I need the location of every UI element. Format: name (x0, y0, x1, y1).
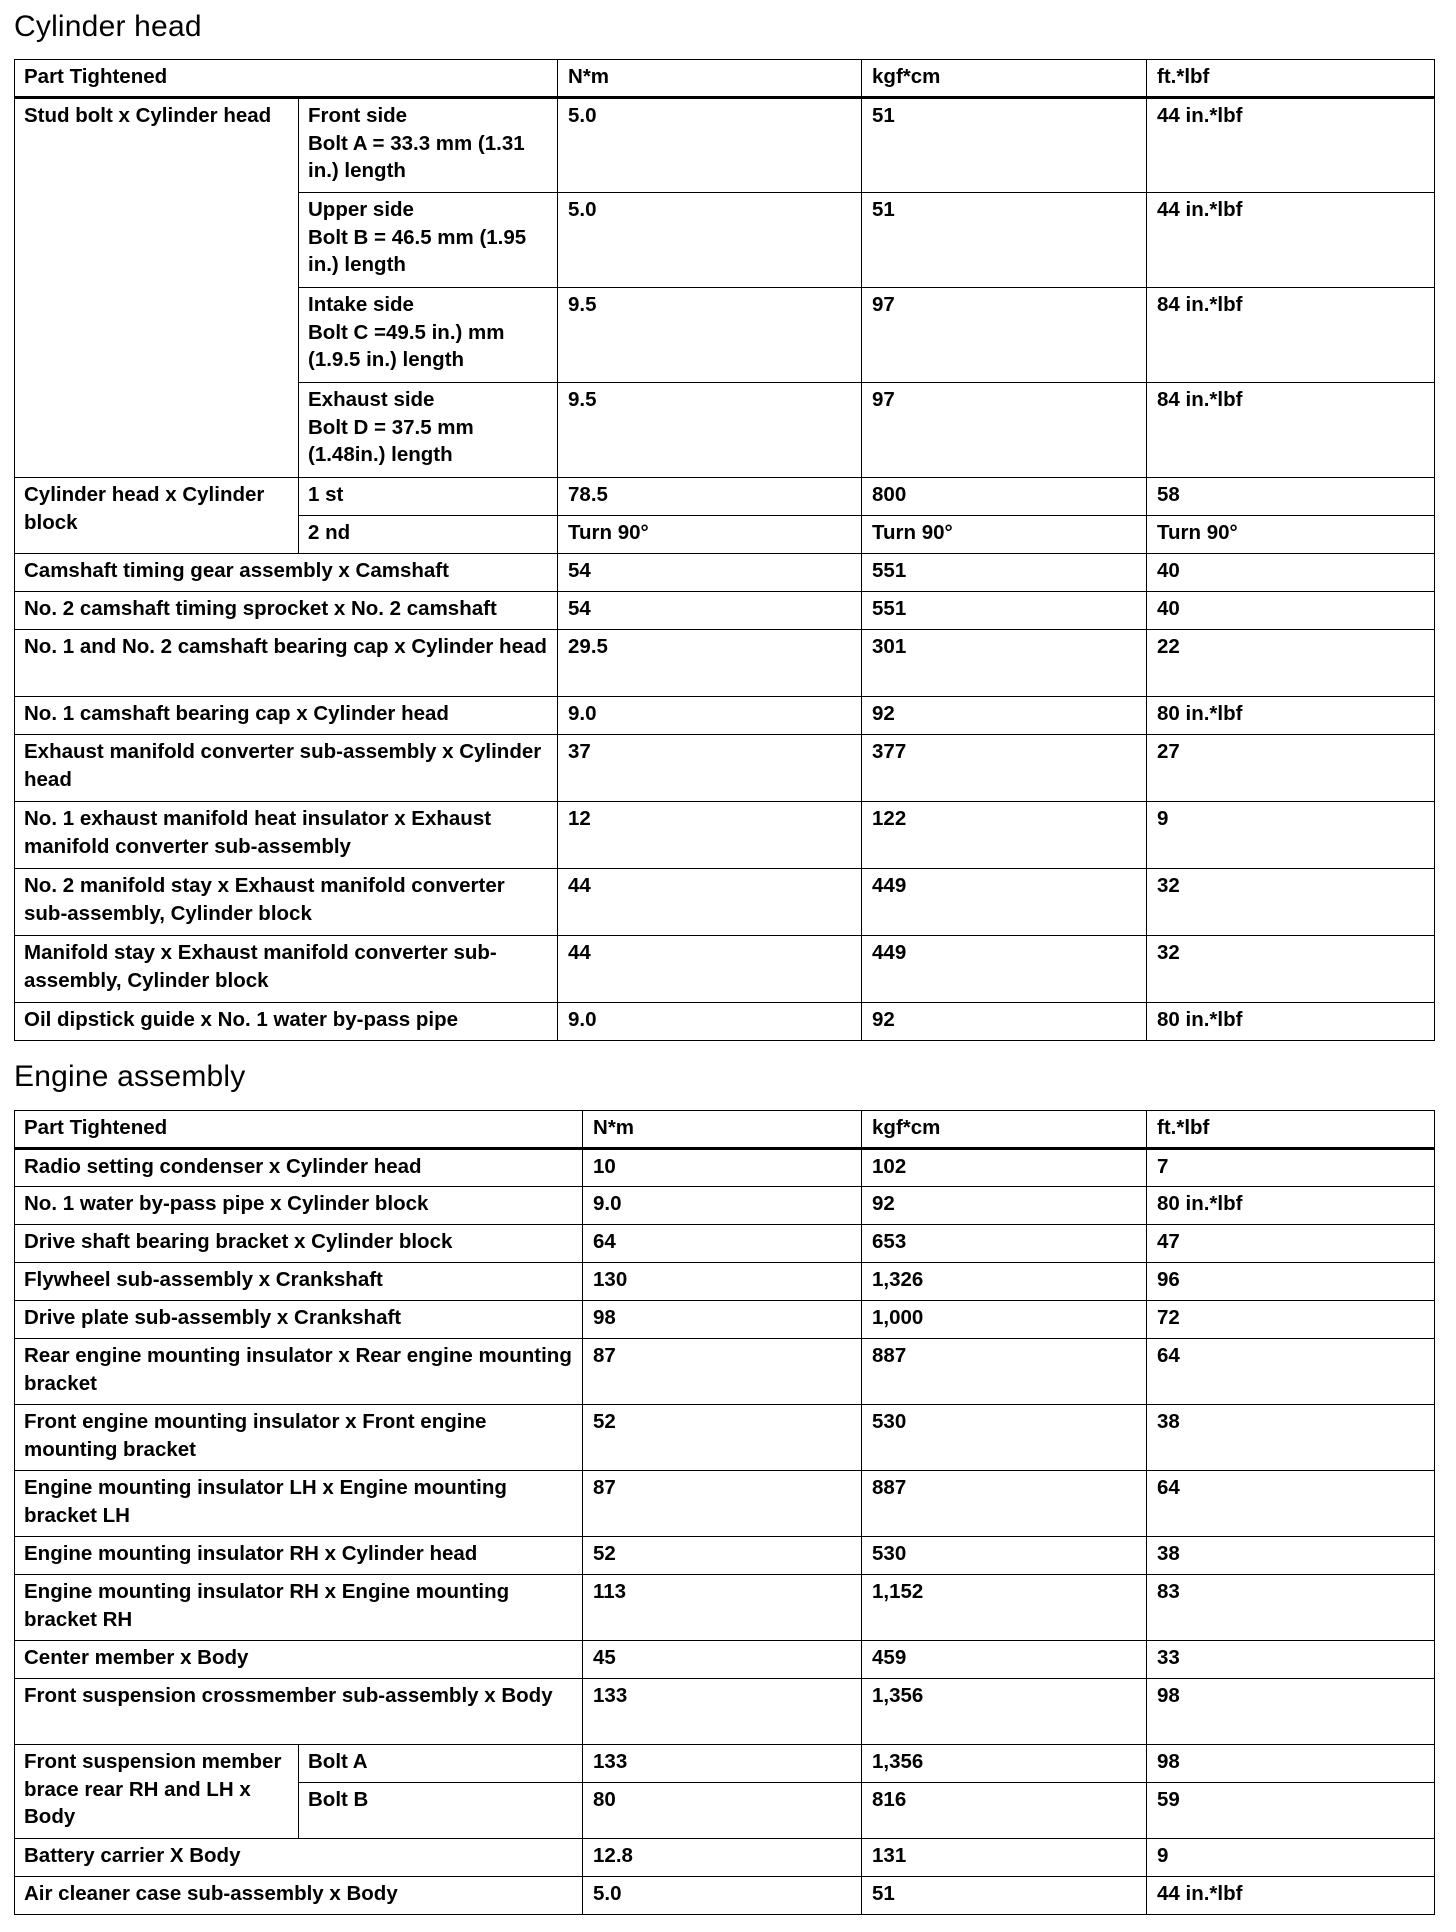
part-cell: Manifold stay x Exhaust manifold converter sub-assembly, Cylinder block (15, 936, 558, 1003)
kgf-cell: 887 (862, 1339, 1147, 1405)
part-cell: Cylinder head x Cylinder block (15, 478, 299, 554)
part-cell: Radio setting condenser x Cylinder head (15, 1149, 583, 1187)
table-row (15, 478, 1435, 516)
sub-part-detail: Bolt B = 46.5 mm (1.95 in.) length (308, 225, 527, 276)
table-row (15, 1575, 1435, 1641)
kgf-cell: 1,000 (862, 1301, 1147, 1339)
table-row (15, 735, 1435, 802)
part-cell: Rear engine mounting insulator x Rear engine mounting bracket (15, 1339, 583, 1405)
part-cell: Engine mounting insulator RH x Cylinder head (15, 1537, 583, 1575)
ft-cell: 72 (1147, 1301, 1435, 1339)
table-row (15, 630, 1435, 697)
nm-cell: 45 (583, 1641, 862, 1679)
nm-cell: 37 (558, 735, 862, 802)
ft-cell: 27 (1147, 735, 1435, 802)
table-row (15, 1149, 1435, 1187)
kgf-cell: 800 (862, 478, 1147, 516)
part-cell: No. 2 manifold stay x Exhaust manifold converter sub-assembly, Cylinder block (15, 869, 558, 936)
kgf-cell: 51 (862, 1877, 1147, 1915)
kgf-cell: 551 (862, 592, 1147, 630)
nm-cell: 12 (558, 802, 862, 869)
kgf-cell: 459 (862, 1641, 1147, 1679)
ft-cell: 80 in.*lbf (1147, 1187, 1435, 1225)
nm-cell: 44 (558, 936, 862, 1003)
nm-cell: 9.5 (558, 288, 862, 383)
ft-cell: 9 (1147, 802, 1435, 869)
part-cell: Front engine mounting insulator x Front engine mounting bracket (15, 1405, 583, 1471)
nm-cell: 98 (583, 1301, 862, 1339)
sub-part-detail: Bolt A = 33.3 mm (1.31 in.) length (308, 131, 525, 182)
part-cell: Center member x Body (15, 1641, 583, 1679)
kgf-cell: 102 (862, 1149, 1147, 1187)
sub-part-label: Upper side (308, 198, 414, 221)
part-cell: Front suspension member brace rear RH and LH x Body (15, 1745, 299, 1839)
part-cell: No. 1 water by-pass pipe x Cylinder block (15, 1187, 583, 1225)
kgf-cell: 301 (862, 630, 1147, 697)
nm-cell: 9.0 (558, 1003, 862, 1041)
sub-part-label: Exhaust side (308, 388, 435, 411)
kgf-cell: 97 (862, 383, 1147, 478)
ft-cell: 96 (1147, 1263, 1435, 1301)
ft-cell: 38 (1147, 1405, 1435, 1471)
nm-cell: 44 (558, 869, 862, 936)
table-row (15, 1187, 1435, 1225)
ft-cell: 40 (1147, 554, 1435, 592)
table-row (15, 1471, 1435, 1537)
part-cell: No. 1 and No. 2 camshaft bearing cap x Cylinder head (15, 630, 558, 697)
part-cell: Exhaust manifold converter sub-assembly x Cylinder head (15, 735, 558, 802)
ft-cell: 33 (1147, 1641, 1435, 1679)
table-row (15, 1225, 1435, 1263)
part-cell: Stud bolt x Cylinder head (15, 98, 299, 478)
part-cell: Flywheel sub-assembly x Crankshaft (15, 1263, 583, 1301)
part-cell: Drive shaft bearing bracket x Cylinder block (15, 1225, 583, 1263)
kgf-cell: 92 (862, 697, 1147, 735)
header-nm: N*m (558, 60, 862, 98)
kgf-cell: 530 (862, 1405, 1147, 1471)
part-cell: No. 1 exhaust manifold heat insulator x Exhaust manifold converter sub-assembly (15, 802, 558, 869)
ft-cell: 44 in.*lbf (1147, 98, 1435, 193)
part-cell: Camshaft timing gear assembly x Camshaft (15, 554, 558, 592)
nm-cell: 9.5 (558, 383, 862, 478)
nm-cell: 12.8 (583, 1839, 862, 1877)
kgf-cell: 97 (862, 288, 1147, 383)
ft-cell: 83 (1147, 1575, 1435, 1641)
nm-cell: 5.0 (583, 1877, 862, 1915)
ft-cell: Turn 90° (1147, 516, 1435, 554)
nm-cell: 5.0 (558, 193, 862, 288)
header-nm: N*m (583, 1111, 862, 1149)
part-cell: No. 1 camshaft bearing cap x Cylinder head (15, 697, 558, 735)
part-cell: Drive plate sub-assembly x Crankshaft (15, 1301, 583, 1339)
part-cell: No. 2 camshaft timing sprocket x No. 2 camshaft (15, 592, 558, 630)
table-row (15, 1679, 1435, 1745)
ft-cell: 80 in.*lbf (1147, 697, 1435, 735)
kgf-cell: 449 (862, 936, 1147, 1003)
nm-cell: 87 (583, 1471, 862, 1537)
ft-cell: 44 in.*lbf (1147, 193, 1435, 288)
cylinder-head-torque-table (14, 59, 1435, 1041)
nm-cell: 10 (583, 1149, 862, 1187)
table-row (15, 1263, 1435, 1301)
nm-cell: 133 (583, 1745, 862, 1783)
kgf-cell: 122 (862, 802, 1147, 869)
kgf-cell: Turn 90° (862, 516, 1147, 554)
nm-cell: 5.0 (558, 98, 862, 193)
table-row (15, 1839, 1435, 1877)
ft-cell: 64 (1147, 1339, 1435, 1405)
table-row (15, 1877, 1435, 1915)
table-row (15, 869, 1435, 936)
ft-cell: 47 (1147, 1225, 1435, 1263)
table-row (15, 1641, 1435, 1679)
header-part: Part Tightened (15, 1111, 583, 1149)
nm-cell: 80 (583, 1783, 862, 1839)
kgf-cell: 653 (862, 1225, 1147, 1263)
ft-cell: 9 (1147, 1839, 1435, 1877)
kgf-cell: 816 (862, 1783, 1147, 1839)
part-cell: Air cleaner case sub-assembly x Body (15, 1877, 583, 1915)
ft-cell: 22 (1147, 630, 1435, 697)
table-row (15, 1745, 1435, 1783)
table-header-row (15, 60, 1435, 98)
table-row (15, 1003, 1435, 1041)
part-cell: Oil dipstick guide x No. 1 water by-pass pipe (15, 1003, 558, 1041)
section-title-cylinder-head: Cylinder head (14, 10, 202, 43)
part-cell: Front suspension crossmember sub-assembly x Body (15, 1679, 583, 1745)
nm-cell: 87 (583, 1339, 862, 1405)
header-ft: ft.*lbf (1147, 60, 1435, 98)
nm-cell: 78.5 (558, 478, 862, 516)
sub-part-cell (299, 383, 558, 478)
kgf-cell: 92 (862, 1187, 1147, 1225)
ft-cell: 84 in.*lbf (1147, 383, 1435, 478)
sub-part-cell (299, 98, 558, 193)
kgf-cell: 1,356 (862, 1679, 1147, 1745)
sub-part-label: Intake side (308, 293, 414, 316)
kgf-cell: 1,356 (862, 1745, 1147, 1783)
nm-cell: 130 (583, 1263, 862, 1301)
kgf-cell: 51 (862, 193, 1147, 288)
ft-cell: 98 (1147, 1745, 1435, 1783)
table-header-row (15, 1111, 1435, 1149)
sub-part-label: Front side (308, 104, 408, 127)
ft-cell: 64 (1147, 1471, 1435, 1537)
engine-assembly-torque-table (14, 1110, 1435, 1915)
sub-part-cell: 2 nd (299, 516, 558, 554)
nm-cell: 9.0 (558, 697, 862, 735)
sub-part-cell (299, 193, 558, 288)
table-row (15, 802, 1435, 869)
nm-cell: Turn 90° (558, 516, 862, 554)
ft-cell: 38 (1147, 1537, 1435, 1575)
nm-cell: 113 (583, 1575, 862, 1641)
kgf-cell: 1,326 (862, 1263, 1147, 1301)
header-kgf: kgf*cm (862, 1111, 1147, 1149)
ft-cell: 80 in.*lbf (1147, 1003, 1435, 1041)
ft-cell: 98 (1147, 1679, 1435, 1745)
nm-cell: 29.5 (558, 630, 862, 697)
kgf-cell: 530 (862, 1537, 1147, 1575)
ft-cell: 59 (1147, 1783, 1435, 1839)
ft-cell: 32 (1147, 936, 1435, 1003)
table-row (15, 697, 1435, 735)
sub-part-detail: Bolt D = 37.5 mm (1.48in.) length (308, 415, 474, 466)
table-row (15, 1405, 1435, 1471)
sub-part-detail: Bolt C =49.5 in.) mm (1.9.5 in.) length (308, 320, 505, 371)
sub-part-cell: Bolt A (299, 1745, 583, 1783)
kgf-cell: 131 (862, 1839, 1147, 1877)
kgf-cell: 51 (862, 98, 1147, 193)
nm-cell: 52 (583, 1405, 862, 1471)
header-kgf: kgf*cm (862, 60, 1147, 98)
part-cell: Engine mounting insulator RH x Engine mounting bracket RH (15, 1575, 583, 1641)
kgf-cell: 887 (862, 1471, 1147, 1537)
section-title-engine-assembly: Engine assembly (14, 1060, 246, 1093)
sub-part-cell (299, 288, 558, 383)
sub-part-cell: Bolt B (299, 1783, 583, 1839)
kgf-cell: 92 (862, 1003, 1147, 1041)
ft-cell: 32 (1147, 869, 1435, 936)
kgf-cell: 1,152 (862, 1575, 1147, 1641)
kgf-cell: 551 (862, 554, 1147, 592)
nm-cell: 9.0 (583, 1187, 862, 1225)
table-row (15, 554, 1435, 592)
table-row (15, 1537, 1435, 1575)
sub-part-cell: 1 st (299, 478, 558, 516)
part-cell: Battery carrier X Body (15, 1839, 583, 1877)
nm-cell: 133 (583, 1679, 862, 1745)
ft-cell: 40 (1147, 592, 1435, 630)
nm-cell: 54 (558, 592, 862, 630)
table-row (15, 936, 1435, 1003)
ft-cell: 58 (1147, 478, 1435, 516)
ft-cell: 44 in.*lbf (1147, 1877, 1435, 1915)
table-row (15, 1301, 1435, 1339)
nm-cell: 52 (583, 1537, 862, 1575)
part-cell: Engine mounting insulator LH x Engine mounting bracket LH (15, 1471, 583, 1537)
kgf-cell: 449 (862, 869, 1147, 936)
kgf-cell: 377 (862, 735, 1147, 802)
ft-cell: 7 (1147, 1149, 1435, 1187)
table-row (15, 592, 1435, 630)
header-part: Part Tightened (15, 60, 558, 98)
header-ft: ft.*lbf (1147, 1111, 1435, 1149)
nm-cell: 54 (558, 554, 862, 592)
ft-cell: 84 in.*lbf (1147, 288, 1435, 383)
table-row (15, 1339, 1435, 1405)
nm-cell: 64 (583, 1225, 862, 1263)
table-row (15, 98, 1435, 193)
